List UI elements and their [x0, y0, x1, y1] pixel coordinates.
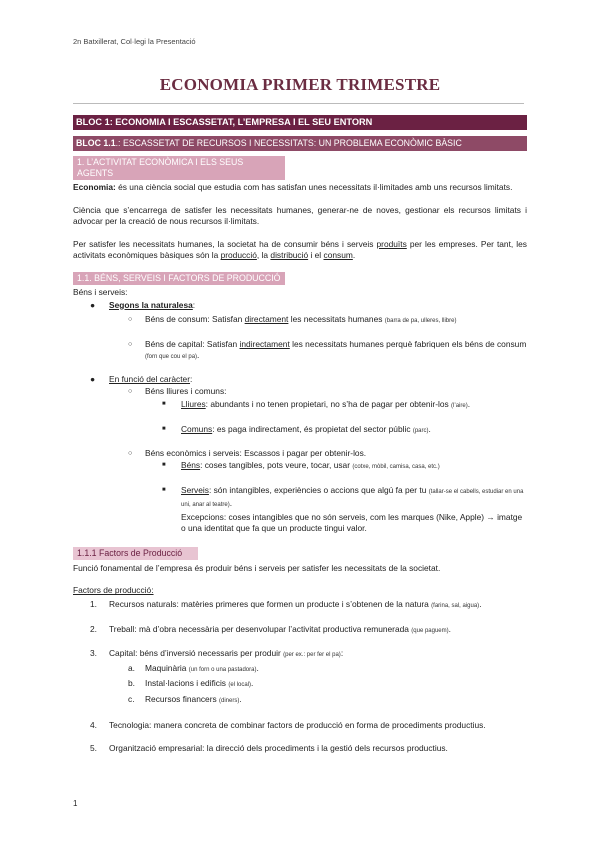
bullet-circle-icon: ○: [128, 450, 133, 458]
factor-3b-example: (el local): [228, 682, 252, 689]
per-a: Per satisfer les necessitats humanes, la societat ha de consumir béns i serveis: [73, 238, 377, 249]
list-item-factor-3: [73, 648, 527, 662]
factor-1-end: .: [479, 599, 482, 610]
list-item-segons: [73, 300, 527, 312]
factor-3a-example: (un forn o una pastadora): [188, 666, 257, 673]
factor-3b-letter: b.: [128, 678, 135, 689]
factor-3a-end: .: [256, 662, 259, 673]
page-title: ECONOMIA PRIMER TRIMESTRE: [159, 75, 441, 94]
capital-c: les necessitats humanes perquè fabriquen els béns de consum: [289, 338, 527, 349]
list-item-lliures-comuns: [73, 386, 527, 398]
factor-5-text: Organització empresarial: la direcció dels procediments i la gestió dels recursos productius.: [109, 743, 448, 754]
bens-text: : coses tangibles, pots veure, tocar, usar: [200, 459, 353, 470]
lliures-example: (l’aire): [451, 403, 468, 410]
bens-label: Béns: [181, 459, 201, 470]
bullet-dot-icon: ●: [90, 299, 96, 310]
lliures-comuns-label: Béns lliures i comuns:: [145, 385, 227, 396]
economia-label: Economia:: [73, 182, 116, 192]
list-item-economics: [73, 448, 527, 460]
segons-colon: :: [192, 299, 196, 310]
caracter-colon: :: [190, 373, 193, 384]
bens-serveis-label: Béns i serveis:: [73, 286, 128, 297]
bullet-square-icon: ■: [162, 425, 166, 432]
factor-3-number: 3.: [90, 648, 97, 659]
excepcions-text: Excepcions: coses intangibles que no són serveis, com les marques (Nike, Apple) → imatge o una identitat que fa que un producte tingui valor.: [181, 511, 523, 534]
serveis-label: Serveis: [181, 484, 209, 495]
factor-2-text: Treball: mà d’obra necessària per desenvolupar l’activitat productiva remunerada: [109, 623, 412, 634]
factor-3a-letter: a.: [128, 662, 135, 673]
factor-1-number: 1.: [90, 599, 97, 610]
funcio-paragraph: Funció fonamental de l’empresa és produir béns i serveis per satisfer les necessitats de la societat.: [73, 562, 441, 573]
comuns-example: (parc): [412, 427, 429, 434]
factor-3b-text: Instal·lacions i edificis: [145, 678, 229, 689]
list-item-consum: [73, 314, 527, 328]
bloc11-heading: [73, 136, 527, 151]
page-number: 1: [73, 799, 78, 808]
list-item-capital: [73, 339, 527, 364]
bloc11-label: BLOC 1.1: [76, 138, 116, 148]
segons-label: Segons la naturalesa: [109, 299, 193, 310]
serveis-end: .: [229, 498, 233, 509]
serveis-example: (tallar-se el cabells, estudiar en una uni, anar al teatre): [181, 488, 524, 509]
section-1-heading: 1. L’ACTIVITAT ECONÒMICA I ELS SEUS AGENTS: [73, 156, 285, 180]
capital-indirectament: indirectament: [239, 338, 290, 349]
bloc11-rest: .: ESCASSETAT DE RECURSOS I NECESSITATS: UN PROBLEMA ECONÒMIC BÀSIC: [115, 138, 462, 148]
lliures-text: : abundants i no tenen propietari, no s’ha de pagar per obtenir-los: [205, 399, 452, 410]
title-divider: [73, 103, 524, 104]
bloc1-heading: BLOC 1: ECONOMIA I ESCASSETAT, L’EMPRESA I EL SEU ENTORN: [73, 115, 527, 130]
factor-2-example: (que paguem): [411, 627, 449, 634]
serveis-text: : són intangibles, experiències o accions que algú fa per tu: [208, 484, 429, 495]
per-e: , la: [256, 250, 271, 261]
consum-c: les necessitats humanes: [288, 314, 385, 325]
factor-1-example: (farina, sal, aigua): [431, 603, 480, 610]
header-note: 2n Batxillerat, Col·legi la Presentació: [73, 37, 196, 46]
lliures-label: Lliures: [181, 399, 206, 410]
list-item-factor-4: [73, 720, 527, 732]
economia-definition: [73, 182, 527, 194]
factor-3-text: Capital: béns d’inversió necessaris per produir: [109, 648, 284, 659]
per-c: per les empreses. Per tant, les activitats econòmiques bàsiques són la: [73, 238, 527, 261]
lliures-end: .: [467, 399, 471, 410]
factor-4-text: Tecnologia: manera concreta de combinar factors de producció en forma de procediments productius.: [109, 719, 486, 730]
capital-example: (forn que cou el pa): [145, 354, 198, 361]
consum-directament: directament: [244, 314, 289, 325]
factor-3-end: :: [340, 648, 344, 659]
factor-2-end: .: [448, 623, 451, 634]
list-item-factor-1: [73, 599, 527, 613]
factor-3c-letter: c.: [128, 694, 135, 705]
bullet-circle-icon: ○: [128, 387, 133, 395]
per-distribucio: distribució: [270, 250, 309, 261]
comuns-text: : es paga indirectament, és propietat del sector públic: [212, 423, 413, 434]
factor-3-example: (per ex.: per fer el pa): [283, 652, 341, 659]
list-item-factor-5: [73, 743, 527, 755]
bullet-circle-icon: ○: [128, 316, 133, 324]
bullet-dot-icon: ●: [90, 373, 96, 384]
list-item-caracter: [73, 374, 527, 386]
capital-end: .: [197, 350, 200, 361]
activitats-paragraph: [73, 239, 527, 262]
per-produccio: producció: [220, 250, 257, 261]
caracter-label: En funció del caràcter: [109, 373, 191, 384]
document-body: [73, 115, 527, 755]
factor-3c-text: Recursos financers: [145, 694, 220, 705]
ciencia-paragraph: Ciència que s’encarrega de satisfer les necessitats humanes, generar-ne de noves, gestionar els recursos limitats i advocar per la creació de nous recursos il·limitats.: [73, 204, 527, 227]
comuns-label: Comuns: [181, 423, 213, 434]
list-item-comuns: [73, 424, 527, 438]
section-1-1-1-heading: 1.1.1 Factors de Producció: [73, 547, 198, 560]
list-item-factor-3a: [73, 663, 527, 677]
per-g: i el: [308, 250, 324, 261]
economics-label: Béns econòmics i serveis: Escassos i pagar per obtenir-los.: [145, 448, 367, 459]
list-item-factor-3b: [73, 678, 527, 692]
factors-title: Factors de producció:: [73, 585, 154, 596]
list-item-factor-3c: [73, 694, 527, 708]
factor-2-number: 2.: [90, 623, 97, 634]
list-item-lliures: [73, 399, 527, 413]
consum-a: Béns de consum: Satisfan: [145, 314, 245, 325]
list-item-bens: [73, 460, 527, 474]
list-item-serveis: [73, 485, 527, 535]
capital-a: Béns de capital: Satisfan: [145, 338, 240, 349]
factor-4-number: 4.: [90, 719, 97, 730]
factor-3a-text: Maquinària: [145, 662, 189, 673]
factor-5-number: 5.: [90, 743, 97, 754]
per-produits: produïts: [376, 238, 407, 249]
bullet-square-icon: ■: [162, 401, 166, 408]
list-item-factor-2: [73, 624, 527, 638]
bens-example: (cotxe, mòbil, camisa, casa, etc.): [352, 463, 440, 470]
section-1-1-heading: 1.1. BÉNS, SERVEIS I FACTORS DE PRODUCCIÓ: [73, 272, 285, 285]
comuns-end: .: [428, 423, 431, 434]
bullet-square-icon: ■: [162, 486, 166, 493]
bullet-circle-icon: ○: [128, 340, 133, 348]
per-consum: consum: [323, 250, 353, 261]
factor-3b-end: .: [251, 678, 254, 689]
factor-3c-end: .: [239, 694, 242, 705]
bullet-square-icon: ■: [162, 461, 166, 468]
factor-3c-example: (diners): [219, 698, 240, 705]
consum-example: (barra de pa, ulleres, llibre): [384, 318, 457, 325]
economia-text: és una ciència social que estudia com has satisfan unes necessitats il·limitades amb uns recursos limitats.: [115, 182, 513, 192]
per-i: .: [352, 250, 356, 261]
factor-1-text: Recursos naturals: matèries primeres que formen un producte i s’obtenen de la natura: [109, 599, 432, 610]
